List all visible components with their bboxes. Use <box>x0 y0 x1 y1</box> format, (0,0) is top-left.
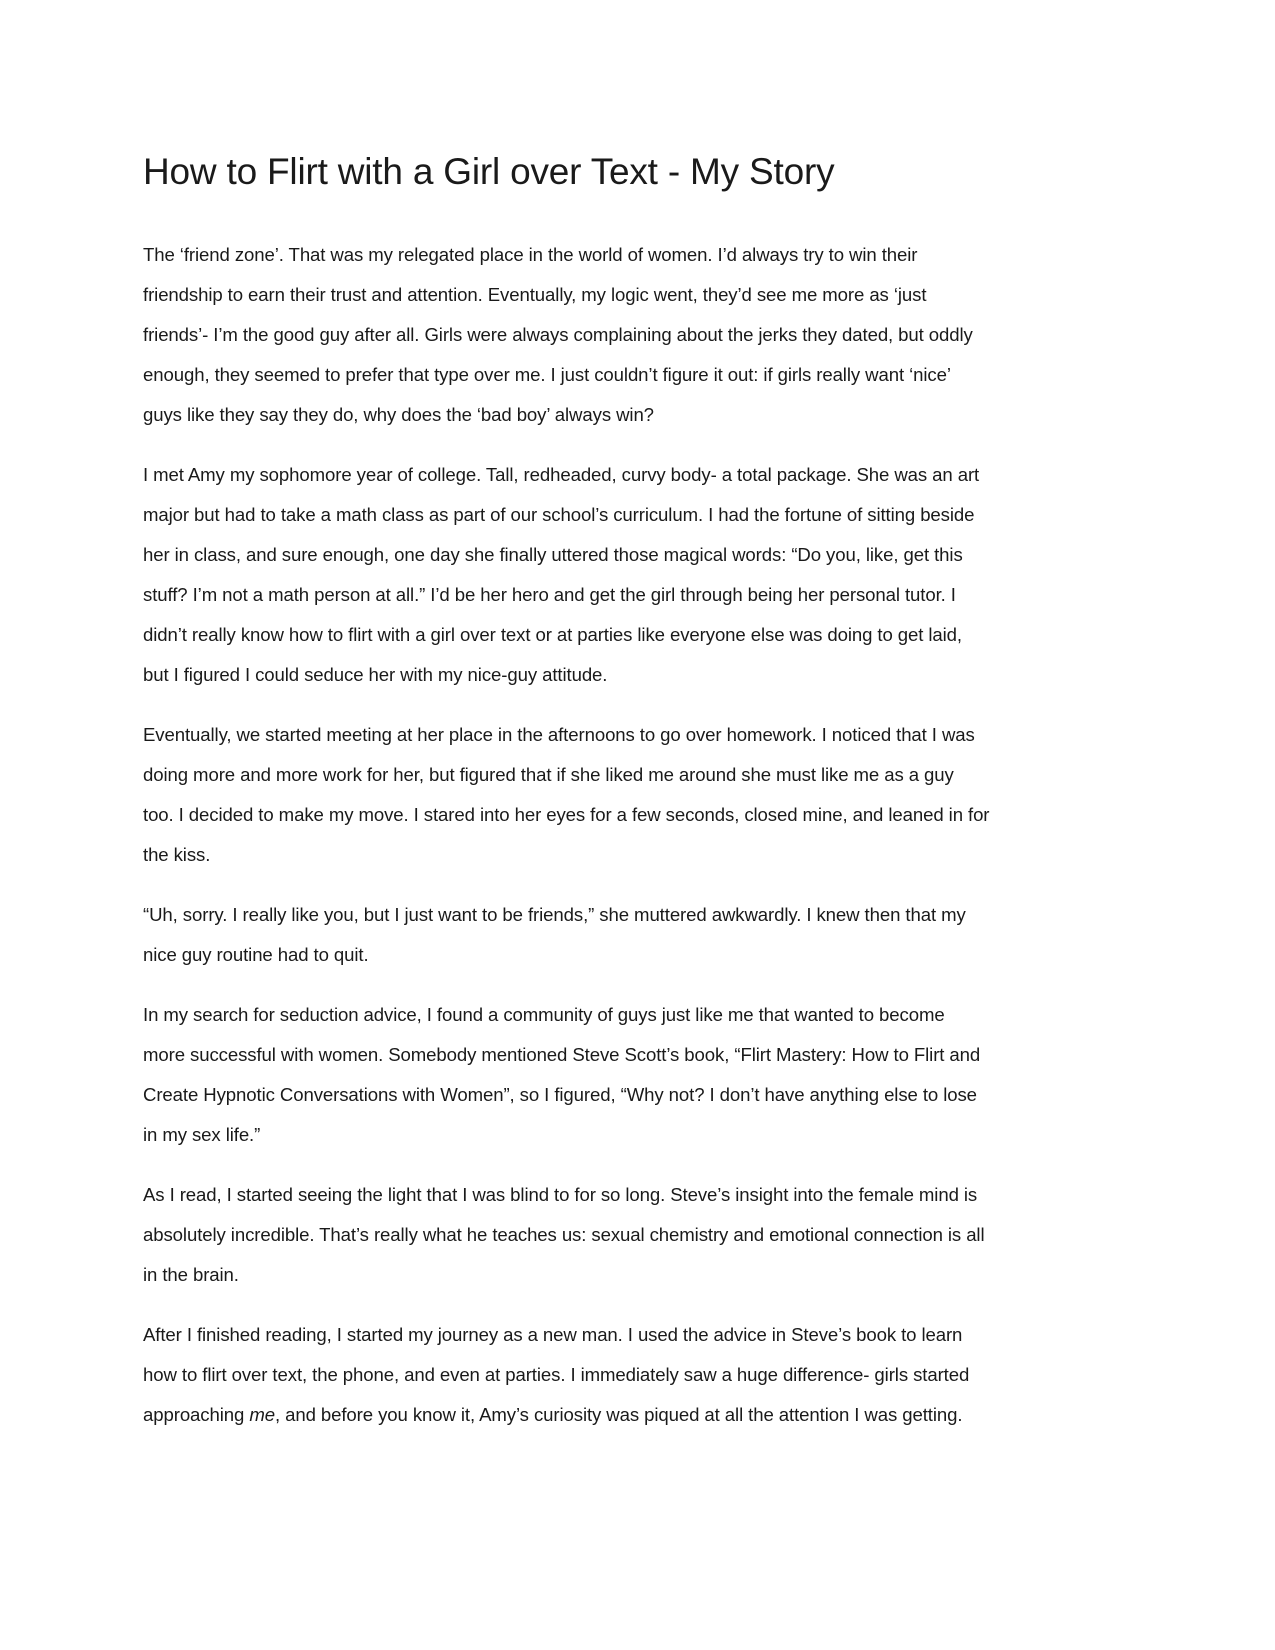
paragraph <box>143 455 1083 695</box>
text-line: but I figured I could seduce her with my nice-guy attitude. <box>143 664 608 685</box>
document-title: How to Flirt with a Girl over Text - My Story <box>143 151 835 192</box>
text-line <box>143 1395 1083 1435</box>
text-line: doing more and more work for her, but figured that if she liked me around she must like me as a guy <box>143 764 954 785</box>
text-line: absolutely incredible. That’s really what he teaches us: sexual chemistry and emotional connection is all <box>143 1224 985 1245</box>
text-line: Create Hypnotic Conversations with Women”, so I figured, “Why not? I don’t have anything else to lose <box>143 1084 977 1105</box>
paragraph <box>143 995 1083 1155</box>
emphasized-text: me <box>249 1404 275 1425</box>
text-line: in the brain. <box>143 1264 239 1285</box>
text-line: more successful with women. Somebody mentioned Steve Scott’s book, “Flirt Mastery: How to Flirt and <box>143 1044 981 1065</box>
paragraph <box>143 1315 1083 1435</box>
paragraph <box>143 235 1083 435</box>
text-line: too. I decided to make my move. I stared into her eyes for a few seconds, closed mine, and leaned in for <box>143 804 990 825</box>
text-line: her in class, and sure enough, one day she finally uttered those magical words: “Do you, like, get this <box>143 544 963 565</box>
text-line: major but had to take a math class as part of our school’s curriculum. I had the fortune of sitting beside <box>143 504 975 525</box>
paragraph <box>143 895 1083 975</box>
paragraph <box>143 1175 1083 1295</box>
text-segment: approaching <box>143 1404 250 1425</box>
text-line: stuff? I’m not a math person at all.” I’d be her hero and get the girl through being her personal tutor. I <box>143 584 956 605</box>
text-line: enough, they seemed to prefer that type over me. I just couldn’t figure it out: if girls really want ‘nice’ <box>143 364 951 385</box>
text-line: “Uh, sorry. I really like you, but I just want to be friends,” she muttered awkwardly. I knew then that my <box>143 904 966 925</box>
text-line: how to flirt over text, the phone, and even at parties. I immediately saw a huge difference- girls started <box>143 1364 970 1385</box>
text-line: the kiss. <box>143 844 211 865</box>
text-line: Eventually, we started meeting at her place in the afternoons to go over homework. I noticed that I was <box>143 724 975 745</box>
text-line: friendship to earn their trust and attention. Eventually, my logic went, they’d see me more as ‘just <box>143 284 927 305</box>
text-line: The ‘friend zone’. That was my relegated place in the world of women. I’d always try to win their <box>143 244 918 265</box>
text-line: friends’- I’m the good guy after all. Girls were always complaining about the jerks they dated, but oddly <box>143 324 973 345</box>
text-line: After I finished reading, I started my journey as a new man. I used the advice in Steve’s book to learn <box>143 1324 963 1345</box>
text-segment: , and before you know it, Amy’s curiosity was piqued at all the attention I was getting. <box>274 1404 963 1425</box>
text-line: didn’t really know how to flirt with a girl over text or at parties like everyone else was doing to get laid, <box>143 624 962 645</box>
text-line: I met Amy my sophomore year of college. Tall, redheaded, curvy body- a total package. She was an art <box>143 464 980 485</box>
paragraph <box>143 715 1083 875</box>
text-line: In my search for seduction advice, I found a community of guys just like me that wanted to become <box>143 1004 945 1025</box>
text-line: in my sex life.” <box>143 1124 261 1145</box>
text-line: guys like they say they do, why does the ‘bad boy’ always win? <box>143 404 654 425</box>
text-line: As I read, I started seeing the light that I was blind to for so long. Steve’s insight into the female mind is <box>143 1184 978 1205</box>
text-line: nice guy routine had to quit. <box>143 944 369 965</box>
document-body <box>143 235 1083 1455</box>
